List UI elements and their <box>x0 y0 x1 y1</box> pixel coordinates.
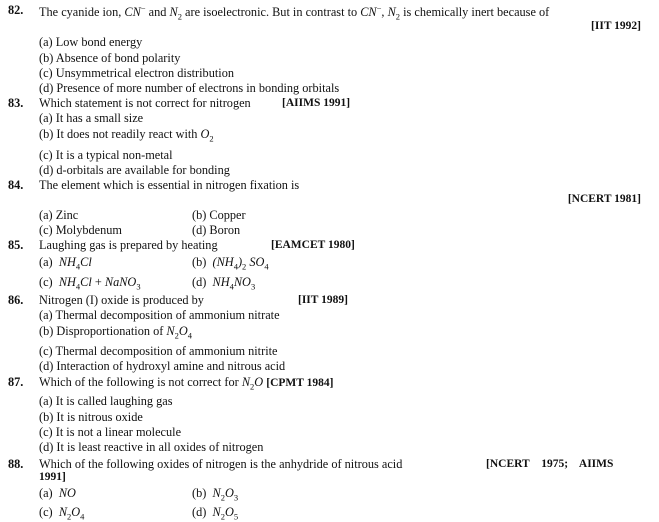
question-number: 83. <box>8 96 24 110</box>
option-c: (c) Molybdenum <box>39 223 122 237</box>
option-b: (b) It does not readily react with $O_2$ <box>39 127 214 144</box>
question-stem: Laughing gas is prepared by heating <box>39 238 218 252</box>
question-number: 86. <box>8 293 24 307</box>
option-d: (d) d-orbitals are available for bonding <box>39 163 230 177</box>
question-number: 88. <box>8 457 24 471</box>
question-source: [AIIMS 1991] <box>282 97 351 109</box>
question-stem: The cyanide ion, CN− and $N_2$ are isoelectronic. But in contrast to CN−, $N_2$ is chemically inert because of <box>39 3 550 22</box>
question-number: 87. <box>8 375 24 389</box>
question-stem: Which statement is not correct for nitrogen <box>39 96 251 110</box>
option-d: (d) Boron <box>192 223 241 237</box>
option-c: (c) It is a typical non-metal <box>39 148 173 162</box>
option-d: (d) It is least reactive in all oxides of nitrogen <box>39 440 264 454</box>
option-b: (b) Disproportionation of $N_2O_4$ <box>39 324 192 341</box>
question-number: 82. <box>8 3 24 17</box>
option-b: (b) Absence of bond polarity <box>39 51 181 65</box>
option-a: (a) NO <box>39 486 76 500</box>
option-b: (b) $(NH_4)_2$ $SO_4$ <box>192 255 269 272</box>
option-b: (b) It is nitrous oxide <box>39 410 143 424</box>
option-a: (a) $NH_4Cl$ <box>39 255 92 272</box>
option-b: (b) Copper <box>192 208 246 222</box>
option-c: (c) It is not a linear molecule <box>39 425 182 439</box>
question-source: [CPMT 1984] <box>266 377 334 389</box>
option-d: (d) Interaction of hydroxyl amine and nitrous acid <box>39 359 286 373</box>
option-b: (b) $N_2O_3$ <box>192 486 239 503</box>
option-d: (d) $NH_4NO_3$ <box>192 275 256 292</box>
question-stem: Which of the following is not correct for $N_2O$ [CPMT 1984] <box>39 375 334 392</box>
question-number: 85. <box>8 238 24 252</box>
question-source-cont: 1991] <box>39 471 66 483</box>
option-a: (a) Thermal decomposition of ammonium nitrate <box>39 308 280 322</box>
question-source: [NCERT 1981] <box>567 193 641 205</box>
question-source: [NCERT 1975; AIIMS <box>486 458 614 470</box>
option-a: (a) It has a small size <box>39 111 144 125</box>
option-c: (c) $N_2O_4$ <box>39 505 85 522</box>
option-d: (d) Presence of more number of electrons in bonding orbitals <box>39 81 340 95</box>
option-a: (a) Zinc <box>39 208 79 222</box>
question-stem: Nitrogen (I) oxide is produced by <box>39 293 204 307</box>
question-number: 84. <box>8 178 24 192</box>
question-source: [EAMCET 1980] <box>271 239 355 251</box>
option-c: (c) Unsymmetrical electron distribution <box>39 66 234 80</box>
question-source: [IIT 1989] <box>298 294 348 306</box>
option-d: (d) $N_2O_5$ <box>192 505 239 522</box>
question-stem: Which of the following oxides of nitrogen is the anhydride of nitrous acid <box>39 457 403 471</box>
option-c: (c) Thermal decomposition of ammonium nitrite <box>39 344 278 358</box>
question-source: [IIT 1992] <box>591 20 641 32</box>
option-a: (a) Low bond energy <box>39 35 143 49</box>
question-stem: The element which is essential in nitrogen fixation is <box>39 178 300 192</box>
option-a: (a) It is called laughing gas <box>39 394 173 408</box>
option-c: (c) $NH_4Cl$ + NaNO$_3$ <box>39 275 141 292</box>
